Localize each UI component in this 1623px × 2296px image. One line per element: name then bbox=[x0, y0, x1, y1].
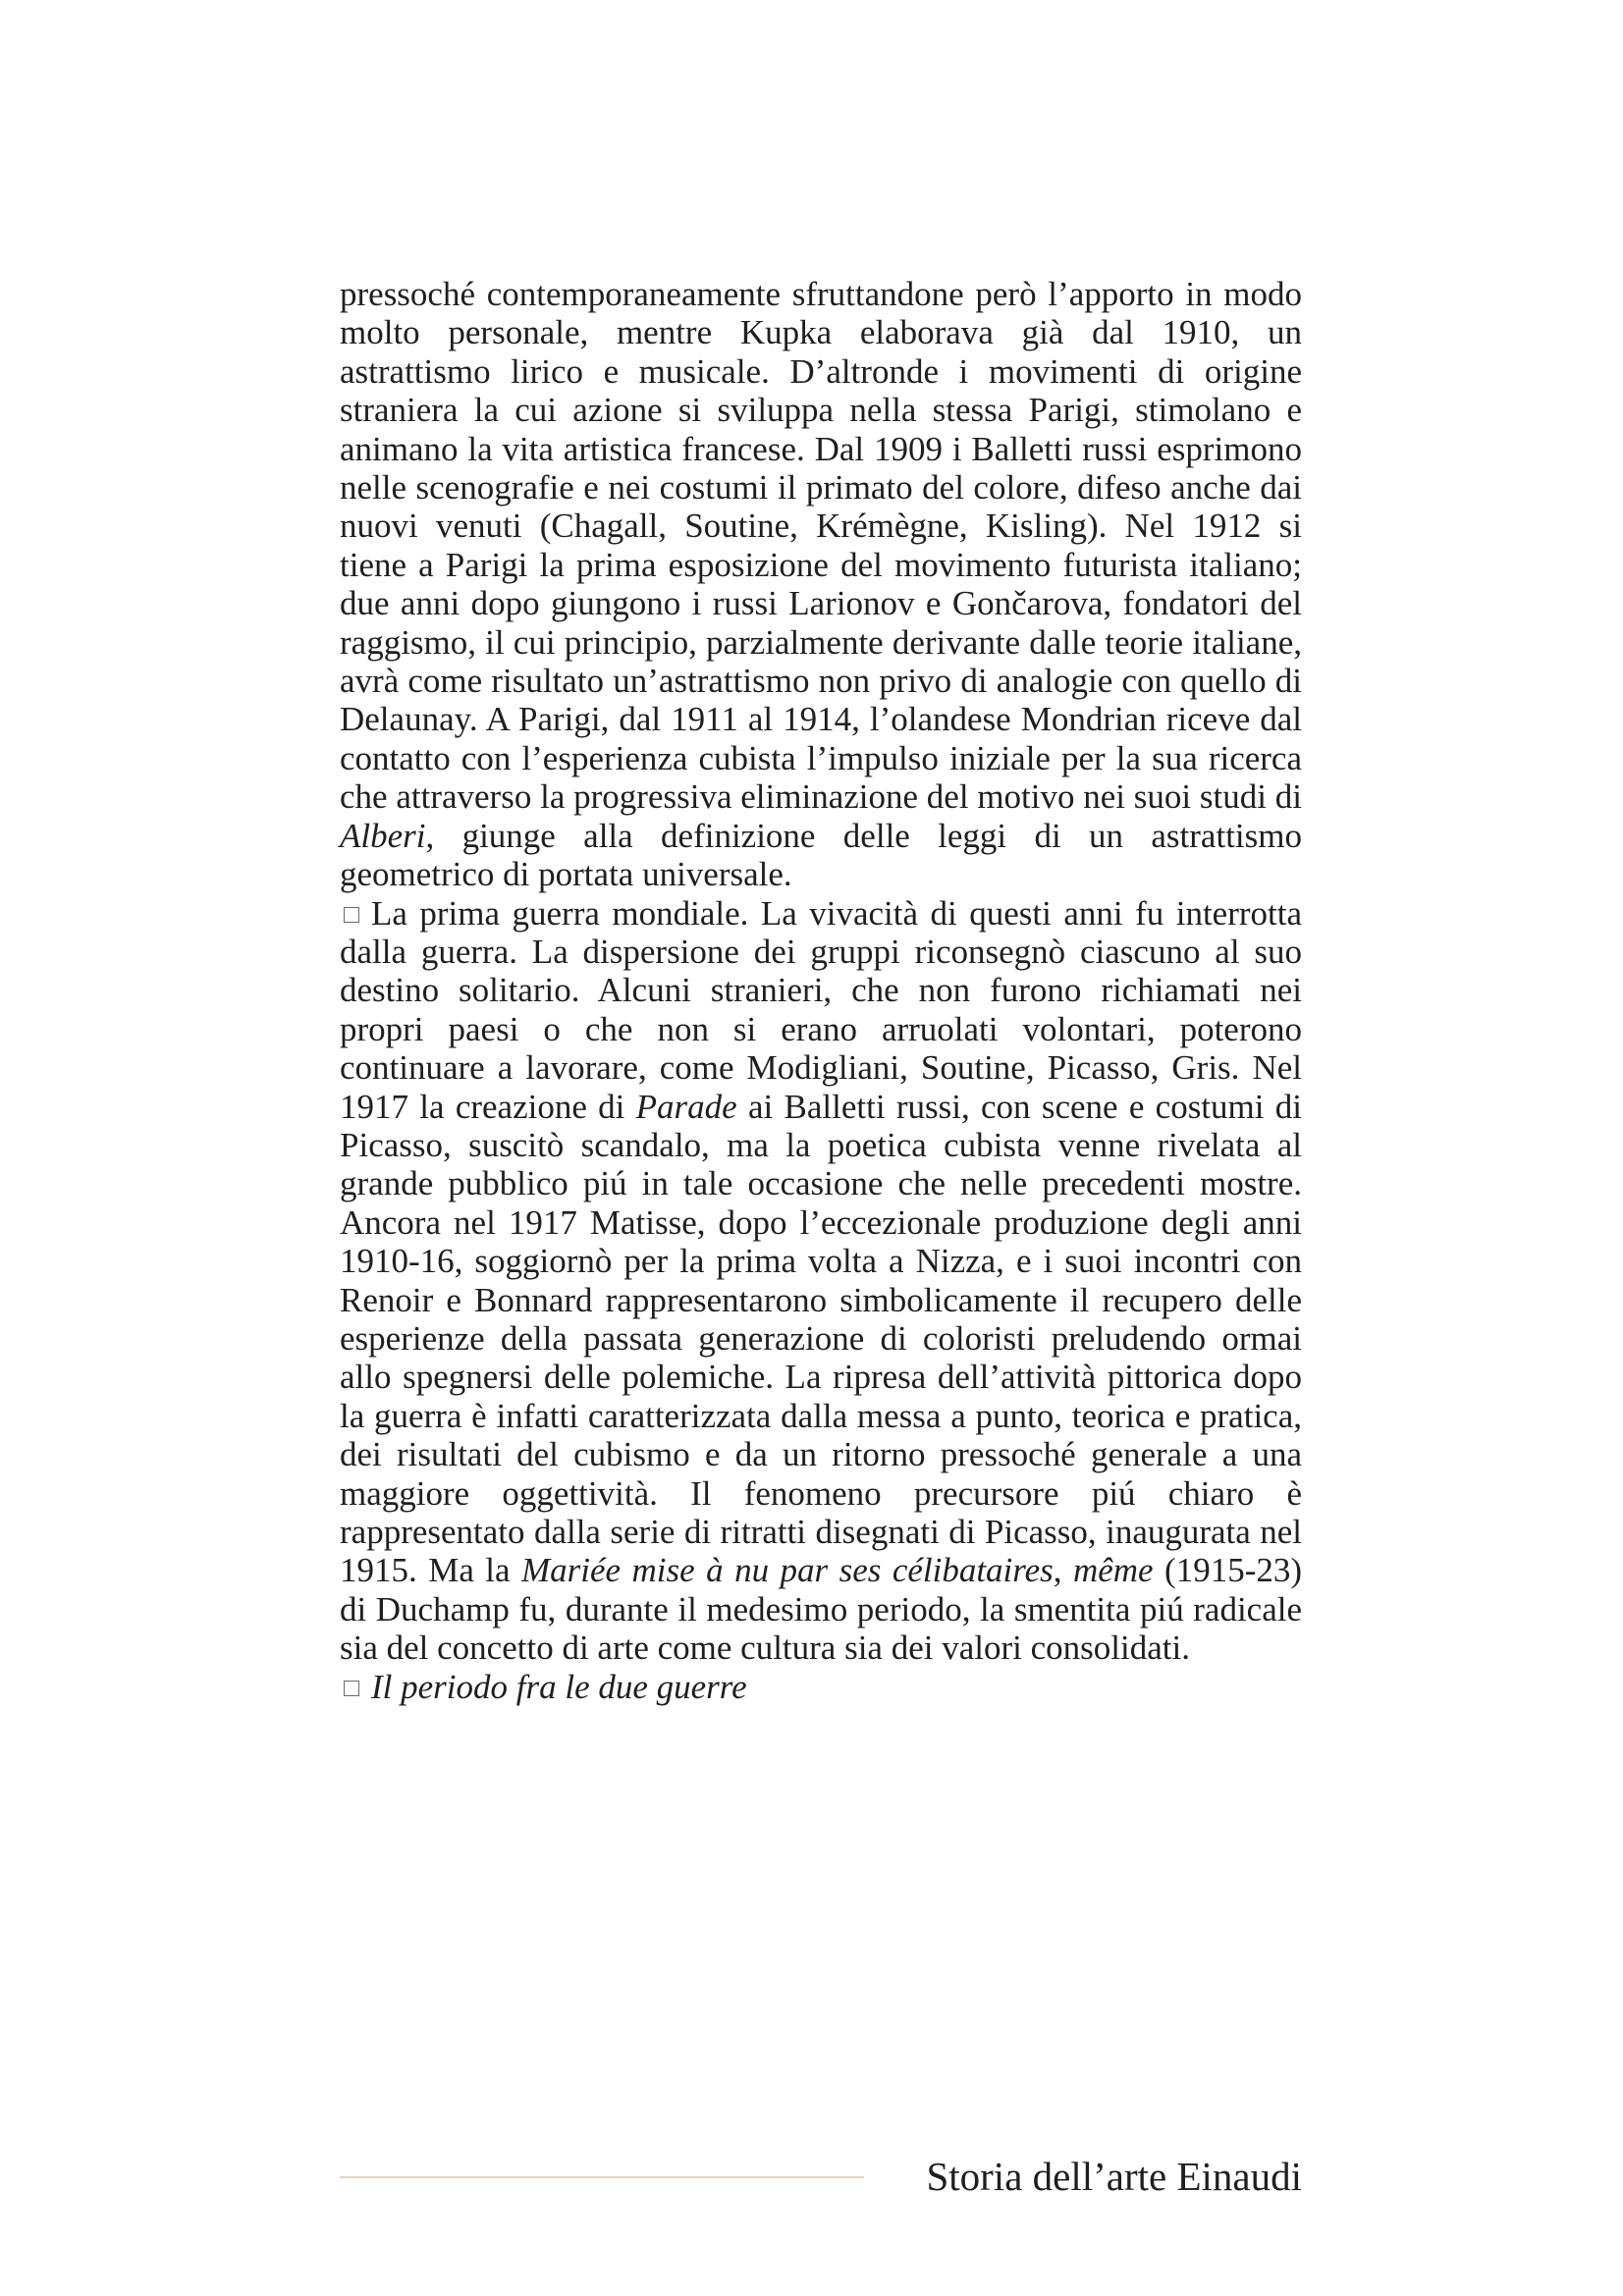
next-section-link[interactable]: Il periodo fra le due guerre bbox=[371, 1667, 747, 1706]
paragraph-text: pressoché contemporaneamente sfruttandone però l’apporto in modo molto personale, mentre Kupka elaborava già dal 1910, un astrattismo lirico e musicale. D’altronde i movimenti di origine straniera la cui azione si sviluppa nella stessa Parigi, stimolano e animano la vita artistica francese. Dal 1909 i Balletti russi esprimono nelle scenografie e nei costumi il primato del colore, difeso anche dai nuovi venuti (Chagall, Soutine, Krémègne, Kisling). Nel 1912 si tiene a Parigi la prima esposizione del movimento futurista italiano; due anni dopo giungono i russi Larionov e Gončarova, fondatori del raggismo, il cui principio, parzialmente derivante dalle teorie italiane, avrà come risultato un’astrattismo non privo di analogie con quello di Delaunay. A Parigi, dal 1911 al 1914, l’olandese Mondrian riceve dal contatto con l’esperienza cubista l’impulso iniziale per la sua ricerca che attraverso la progressiva eliminazione del motivo nei suoi studi di bbox=[340, 275, 1302, 817]
paragraph-text: La prima guerra mondiale. La vivacità di questi anni fu interrotta dalla guerra. La dispersione dei gruppi riconsegnò ciascuno al suo destino solitario. Alcuni stranieri, che non furono richiamati nei propri paesi o che non si erano arruolati volontari, poterono continuare a lavorare, come Modigliani, Soutine, Picasso, Gris. Nel 1917 la creazione di bbox=[340, 893, 1302, 1126]
artwork-title: Mariée mise à nu par ses célibataires bbox=[521, 1551, 1054, 1590]
paragraph-text: , bbox=[1053, 1551, 1073, 1590]
paragraph-text: ai Balletti russi, con scene e costumi di Picasso, suscitò scandalo, ma la poetica cubista venne rivelata al grande pubblico piú in tale occasione che nelle precedenti mostre. Ancora nel 1917 Matisse, dopo l’eccezionale produzione degli anni 1910-16, soggiornò per la prima volta a Nizza, e i suoi incontri con Renoir e Bonnard rappresentarono simbolicamente il recupero delle esperienze della passata generazione di coloristi preludendo ormai allo spegnersi delle polemiche. La ripresa dell’attività pittorica dopo la guerra è infatti caratterizzata dalla messa a punto, teorica e pratica, dei risultati del cubismo e da un ritorno pressoché generale a una maggiore oggettività. Il fenomeno precursore piú chiaro è rappresentato dalla serie di ritratti disegnati di Picasso, inaugurata nel 1915. Ma la bbox=[340, 1087, 1302, 1590]
paragraph-text: (1915-23) di Duchamp fu, durante il medesimo periodo, la smentita piú radicale sia del concetto di arte come cultura sia dei valori consolidati. bbox=[340, 1551, 1303, 1668]
paragraph-prima-guerra bbox=[340, 894, 1302, 1668]
paragraph-avanguardie bbox=[340, 275, 1302, 894]
section-square-icon bbox=[344, 1681, 359, 1696]
footer-book-title: Storia dell’arte Einaudi bbox=[926, 2154, 1302, 2199]
section-heading-next[interactable] bbox=[340, 1668, 1302, 1706]
section-square-icon bbox=[344, 907, 359, 923]
footer-divider bbox=[340, 2176, 864, 2178]
paragraph-text: , giunge alla definizione delle leggi di un astrattismo geometrico di portata universale. bbox=[340, 816, 1302, 894]
page-body bbox=[340, 275, 1302, 1706]
artwork-title: Parade bbox=[635, 1087, 737, 1126]
artwork-title: même bbox=[1072, 1551, 1154, 1590]
artwork-title: Alberi bbox=[340, 816, 426, 855]
